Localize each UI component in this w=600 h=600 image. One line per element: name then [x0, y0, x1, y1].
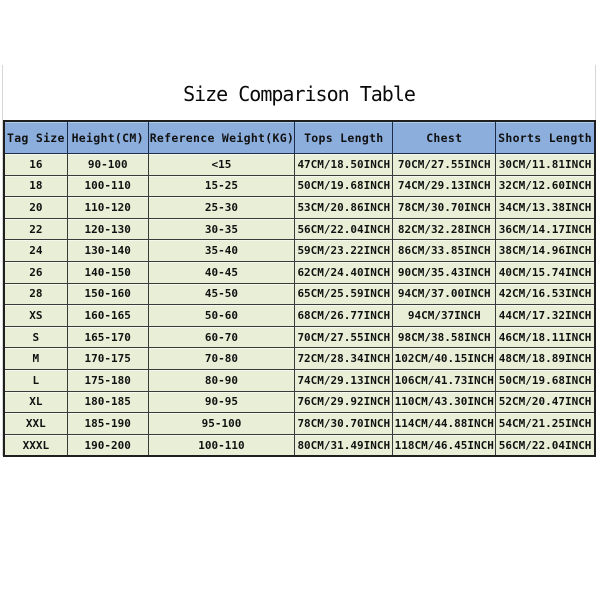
table-row [4, 240, 595, 262]
weight-cell: 15-25 [148, 175, 295, 197]
shorts-length-cell: 44CM/17.32INCH [496, 305, 595, 327]
tag-size-cell: 20 [4, 197, 67, 219]
weight-cell: 30-35 [148, 218, 295, 240]
col-header-tops-length: Tops Length [295, 121, 393, 154]
chest-cell: 70CM/27.55INCH [393, 154, 496, 176]
table-row [4, 283, 595, 305]
table-row [4, 413, 595, 435]
table-row [4, 391, 595, 413]
tops-length-cell: 59CM/23.22INCH [295, 240, 393, 262]
weight-cell: 80-90 [148, 369, 295, 391]
tops-length-cell: 80CM/31.49INCH [295, 434, 393, 456]
table-row [4, 369, 595, 391]
tag-size-cell: 22 [4, 218, 67, 240]
height-cell: 175-180 [67, 369, 148, 391]
col-header-ref-weight: Reference Weight(KG) [148, 121, 295, 154]
tag-size-cell: XXL [4, 413, 67, 435]
tag-size-cell: 26 [4, 261, 67, 283]
chest-cell: 74CM/29.13INCH [393, 175, 496, 197]
tops-length-cell: 53CM/20.86INCH [295, 197, 393, 219]
chest-cell: 82CM/32.28INCH [393, 218, 496, 240]
height-cell: 140-150 [67, 261, 148, 283]
chest-cell: 118CM/46.45INCH [393, 434, 496, 456]
page-title: Size Comparison Table [183, 82, 415, 106]
header-row [4, 121, 595, 154]
height-cell: 190-200 [67, 434, 148, 456]
shorts-length-cell: 30CM/11.81INCH [496, 154, 595, 176]
tops-length-cell: 47CM/18.50INCH [295, 154, 393, 176]
col-header-shorts-length: Shorts Length [496, 121, 595, 154]
tops-length-cell: 74CM/29.13INCH [295, 369, 393, 391]
height-cell: 130-140 [67, 240, 148, 262]
height-cell: 110-120 [67, 197, 148, 219]
tag-size-cell: S [4, 326, 67, 348]
shorts-length-cell: 40CM/15.74INCH [496, 261, 595, 283]
height-cell: 90-100 [67, 154, 148, 176]
shorts-length-cell: 38CM/14.96INCH [496, 240, 595, 262]
weight-cell: 70-80 [148, 348, 295, 370]
tops-length-cell: 72CM/28.34INCH [295, 348, 393, 370]
chest-cell: 78CM/30.70INCH [393, 197, 496, 219]
size-chart-panel [2, 65, 596, 456]
weight-cell: 35-40 [148, 240, 295, 262]
table-row [4, 197, 595, 219]
shorts-length-cell: 42CM/16.53INCH [496, 283, 595, 305]
chest-cell: 94CM/37.00INCH [393, 283, 496, 305]
weight-cell: 60-70 [148, 326, 295, 348]
chest-cell: 102CM/40.15INCH [393, 348, 496, 370]
tag-size-cell: XL [4, 391, 67, 413]
table-row [4, 175, 595, 197]
table-row [4, 305, 595, 327]
tops-length-cell: 65CM/25.59INCH [295, 283, 393, 305]
col-header-chest: Chest [393, 121, 496, 154]
tag-size-cell: M [4, 348, 67, 370]
weight-cell: 25-30 [148, 197, 295, 219]
table-row [4, 218, 595, 240]
height-cell: 150-160 [67, 283, 148, 305]
weight-cell: 45-50 [148, 283, 295, 305]
tops-length-cell: 50CM/19.68INCH [295, 175, 393, 197]
chest-cell: 106CM/41.73INCH [393, 369, 496, 391]
weight-cell: 50-60 [148, 305, 295, 327]
chest-cell: 90CM/35.43INCH [393, 261, 496, 283]
shorts-length-cell: 50CM/19.68INCH [496, 369, 595, 391]
tops-length-cell: 68CM/26.77INCH [295, 305, 393, 327]
chest-cell: 94CM/37INCH [393, 305, 496, 327]
table-row [4, 154, 595, 176]
tag-size-cell: 24 [4, 240, 67, 262]
shorts-length-cell: 56CM/22.04INCH [496, 434, 595, 456]
tops-length-cell: 70CM/27.55INCH [295, 326, 393, 348]
chest-cell: 98CM/38.58INCH [393, 326, 496, 348]
height-cell: 165-170 [67, 326, 148, 348]
table-row [4, 326, 595, 348]
tops-length-cell: 76CM/29.92INCH [295, 391, 393, 413]
weight-cell: <15 [148, 154, 295, 176]
table-row [4, 434, 595, 456]
shorts-length-cell: 34CM/13.38INCH [496, 197, 595, 219]
weight-cell: 90-95 [148, 391, 295, 413]
shorts-length-cell: 36CM/14.17INCH [496, 218, 595, 240]
col-header-height: Height(CM) [67, 121, 148, 154]
shorts-length-cell: 32CM/12.60INCH [496, 175, 595, 197]
weight-cell: 100-110 [148, 434, 295, 456]
tag-size-cell: L [4, 369, 67, 391]
height-cell: 170-175 [67, 348, 148, 370]
tag-size-cell: XS [4, 305, 67, 327]
chest-cell: 114CM/44.88INCH [393, 413, 496, 435]
height-cell: 185-190 [67, 413, 148, 435]
tag-size-cell: 18 [4, 175, 67, 197]
chest-cell: 86CM/33.85INCH [393, 240, 496, 262]
weight-cell: 95-100 [148, 413, 295, 435]
tag-size-cell: 28 [4, 283, 67, 305]
weight-cell: 40-45 [148, 261, 295, 283]
tag-size-cell: 16 [4, 154, 67, 176]
shorts-length-cell: 48CM/18.89INCH [496, 348, 595, 370]
tops-length-cell: 56CM/22.04INCH [295, 218, 393, 240]
tops-length-cell: 78CM/30.70INCH [295, 413, 393, 435]
chest-cell: 110CM/43.30INCH [393, 391, 496, 413]
tops-length-cell: 62CM/24.40INCH [295, 261, 393, 283]
table-row [4, 261, 595, 283]
height-cell: 180-185 [67, 391, 148, 413]
shorts-length-cell: 54CM/21.25INCH [496, 413, 595, 435]
col-header-tag-size: Tag Size [4, 121, 67, 154]
tag-size-cell: XXXL [4, 434, 67, 456]
height-cell: 120-130 [67, 218, 148, 240]
height-cell: 100-110 [67, 175, 148, 197]
shorts-length-cell: 46CM/18.11INCH [496, 326, 595, 348]
shorts-length-cell: 52CM/20.47INCH [496, 391, 595, 413]
size-comparison-table [3, 120, 596, 457]
table-row [4, 348, 595, 370]
height-cell: 160-165 [67, 305, 148, 327]
